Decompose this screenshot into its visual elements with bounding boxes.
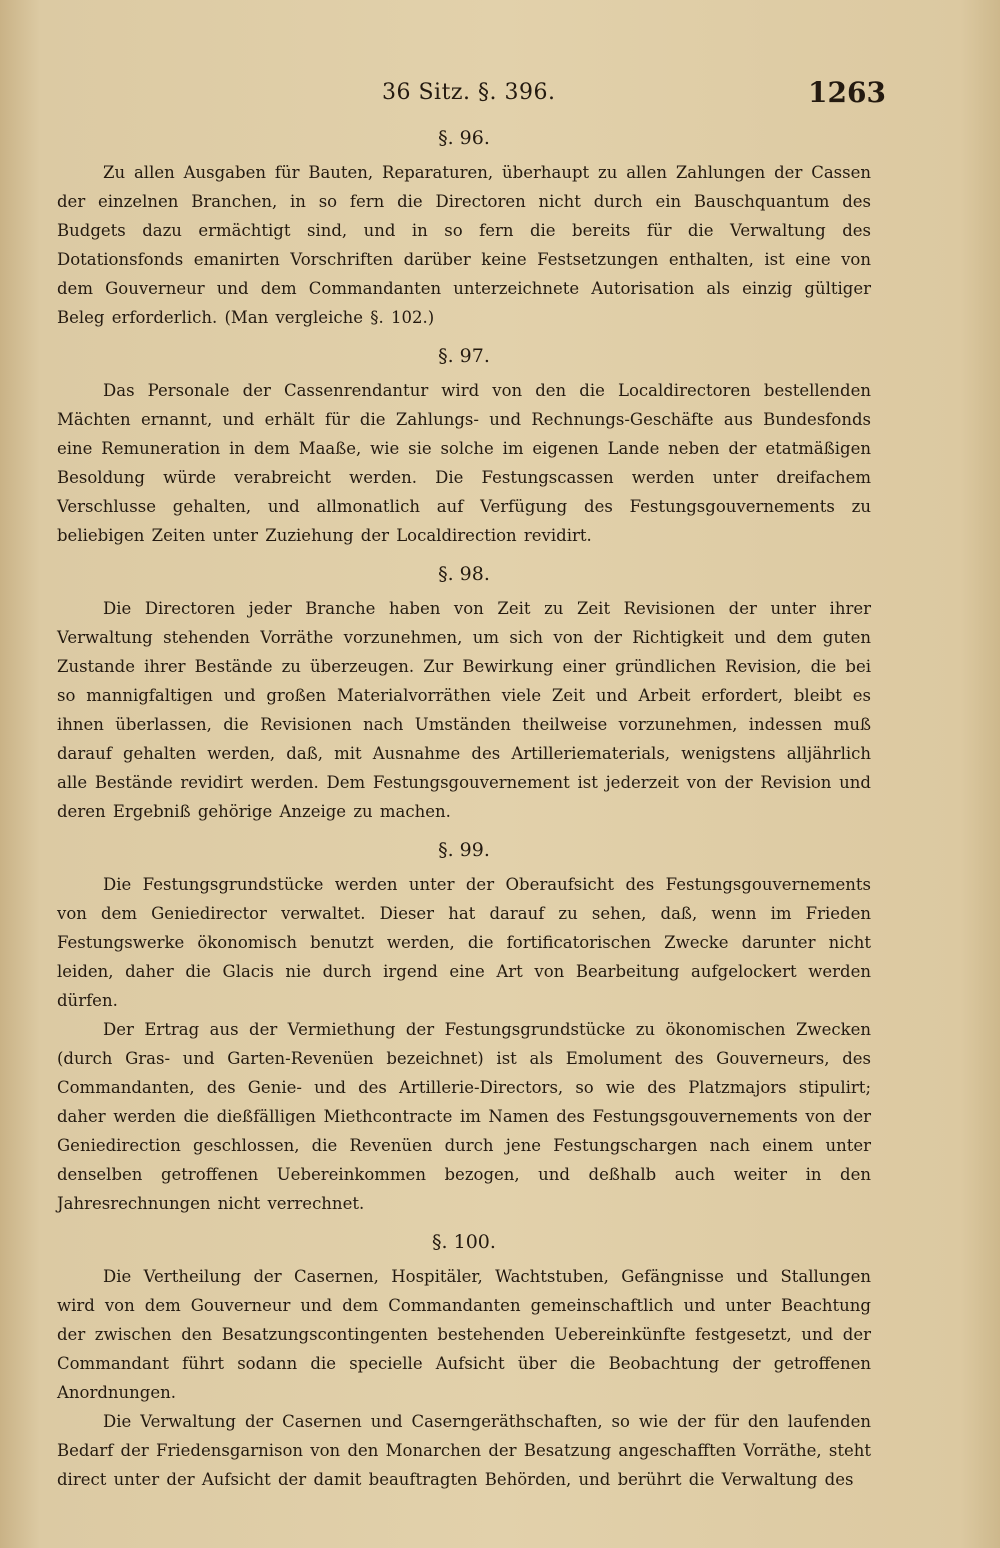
section-heading: §. 99.	[438, 839, 490, 861]
paragraph: Die Verwaltung der Casernen und Caserngeräthschaften, so wie der für den laufenden Bedarf der Friedensgarnison von den Monarchen der Besatzung angeschafften Vorräthe, steht direct unter der Aufsicht der damit beauftragten Behörden, und berührt die Verwaltung des	[57, 1412, 871, 1489]
section-97	[57, 342, 871, 550]
section-heading: §. 100.	[432, 1231, 496, 1253]
section-heading: §. 97.	[438, 345, 490, 367]
paragraph: Die Vertheilung der Casernen, Hospitäler, Wachtstuben, Gefängnisse und Stallungen wird von dem Gouverneur und dem Commandanten gemeinschaftlich und unter Beachtung der zwischen den Besatzungscontingenten bestehenden Uebereinkünfte festgesetzt, und der Commandant führt sodann die specielle Aufsicht über die Beobachtung der getroffenen Anordnungen.	[57, 1267, 871, 1402]
paragraph: Die Directoren jeder Branche haben von Zeit zu Zeit Revisionen der unter ihrer Verwaltung stehenden Vorräthe vorzunehmen, um sich von der Richtigkeit und dem guten Zustande ihrer Bestände zu überzeugen. Zur Bewirkung einer gründlichen Revision, die bei so mannigfaltigen und großen Materialvorräthen viele Zeit und Arbeit erfordert, bleibt es ihnen überlassen, die Revisionen nach Umständen theilweise vorzunehmen, indessen muß darauf gehalten werden, daß, mit Ausnahme des Artilleriematerials, wenigstens alljährlich alle Bestände revidirt werden. Dem Festungsgouvernement ist jederzeit von der Revision und deren Ergebniß gehörige Anzeige zu machen.	[57, 599, 871, 821]
page-number: 1263	[808, 76, 886, 109]
section-96	[57, 124, 871, 332]
paragraph: Der Ertrag aus der Vermiethung der Festungsgrundstücke zu ökonomischen Zwecken (durch Gras- und Garten-Revenüen bezeichnet) ist als Emolument des Gouverneurs, des Commandanten, des Genie- und des Artillerie-Directors, so wie des Platzmajors stipulirt; daher werden die dießfälligen Miethcontracte im Namen des Festungsgouvernements von der Geniedirection geschlossen, die Revenüen durch jene Festungschargen nach einem unter denselben getroffenen Uebereinkommen bezogen, und deßhalb auch weiter in den Jahresrechnungen nicht verrechnet.	[57, 1020, 871, 1213]
page-content	[57, 118, 871, 1494]
section-heading: §. 98.	[438, 563, 490, 585]
section-heading: §. 96.	[438, 127, 490, 149]
section-99	[57, 836, 871, 1218]
paragraph: Das Personale der Cassenrendantur wird von den die Localdirectoren bestellenden Mächten ernannt, und erhält für die Zahlungs- und Rechnungs-Geschäfte aus Bundesfonds eine Remuneration in dem Maaße, wie sie solche im eigenen Lande neben der etatmäßigen Besoldung würde verabreicht werden. Die Festungscassen werden unter dreifachem Verschlusse gehalten, und allmonatlich auf Verfügung des Festungsgouvernements zu beliebigen Zeiten unter Zuziehung der Localdirection revidirt.	[57, 381, 871, 545]
page-header	[0, 76, 1000, 116]
section-98	[57, 560, 871, 826]
paragraph: Die Festungsgrundstücke werden unter der Oberaufsicht des Festungsgouvernements von dem Geniedirector verwaltet. Dieser hat darauf zu sehen, daß, wenn im Frieden Festungswerke ökonomisch benutzt werden, die fortificatorischen Zwecke darunter nicht leiden, daher die Glacis nie durch irgend eine Art von Bearbeitung aufgelockert werden dürfen.	[57, 875, 871, 1010]
section-100	[57, 1228, 871, 1494]
paragraph: Zu allen Ausgaben für Bauten, Reparaturen, überhaupt zu allen Zahlungen der Cassen der einzelnen Branchen, in so fern die Directoren nicht durch ein Bauschquantum des Budgets dazu ermächtigt sind, und in so fern die bereits für die Verwaltung des Dotationsfonds emanirten Vorschriften darüber keine Festsetzungen enthalten, ist eine von dem Gouverneur und dem Commandanten unterzeichnete Autorisation als einzig gültiger Beleg erforderlich. (Man vergleiche §. 102.)	[57, 163, 871, 327]
running-title: 36 Sitz. §. 396.	[382, 80, 556, 105]
